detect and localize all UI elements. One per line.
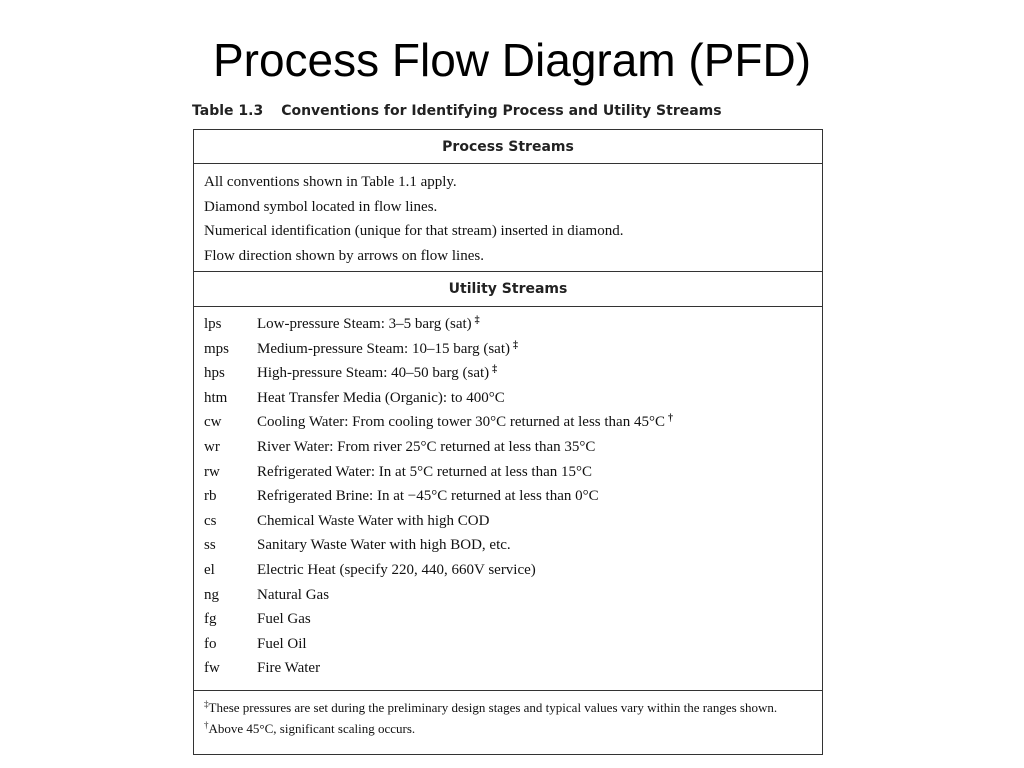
footnote-mark: ‡ xyxy=(204,699,209,709)
utility-code: htm xyxy=(204,389,228,406)
utility-row xyxy=(204,656,822,681)
utility-code: hps xyxy=(204,365,225,382)
utility-code: ss xyxy=(204,537,216,554)
process-line: Numerical identification (unique for that stream) inserted in diamond. xyxy=(204,223,624,239)
utility-row xyxy=(204,337,822,362)
utility-code: ng xyxy=(204,586,219,603)
utility-description: Medium-pressure Steam: 10–15 barg (sat) ‡ xyxy=(257,339,519,357)
utility-row xyxy=(204,435,822,460)
utility-description: Cooling Water: From cooling tower 30°C returned at less than 45°C † xyxy=(257,413,673,431)
utility-code: cs xyxy=(204,512,217,529)
utility-description: Chemical Waste Water with high COD xyxy=(257,512,490,529)
utility-code: fo xyxy=(204,635,217,652)
utility-streams-body xyxy=(194,307,822,691)
utility-code: rb xyxy=(204,488,217,505)
utility-row xyxy=(204,484,822,509)
footnote-mark: ‡ xyxy=(474,315,480,326)
utility-code: mps xyxy=(204,340,230,357)
utility-row xyxy=(204,632,822,657)
process-streams-header: Process Streams xyxy=(194,130,822,164)
utility-description: River Water: From river 25°C returned at less than 35°C xyxy=(257,438,596,455)
footnote-mark: † xyxy=(667,413,673,425)
utility-row xyxy=(204,312,822,337)
utility-row xyxy=(204,361,822,386)
process-streams-body xyxy=(194,164,822,272)
utility-row xyxy=(204,607,822,632)
utility-description: Sanitary Waste Water with high BOD, etc. xyxy=(257,537,511,554)
table-caption-text: Conventions for Identifying Process and Utility Streams xyxy=(281,103,722,119)
utility-row xyxy=(204,509,822,534)
utility-description: Heat Transfer Media (Organic): to 400°C xyxy=(257,389,505,406)
utility-code: rw xyxy=(204,463,220,480)
utility-row xyxy=(204,460,822,485)
conventions-table xyxy=(193,129,823,755)
utility-description: Fire Water xyxy=(257,660,321,677)
utility-description: Natural Gas xyxy=(257,586,330,603)
utility-row xyxy=(204,386,822,411)
utility-streams-header: Utility Streams xyxy=(194,272,822,307)
footnote: †Above 45°C, significant scaling occurs. xyxy=(204,720,416,736)
process-line: Flow direction shown by arrows on flow lines. xyxy=(204,247,484,264)
utility-description: High-pressure Steam: 40–50 barg (sat) ‡ xyxy=(257,364,498,382)
table-caption xyxy=(192,101,722,121)
utility-code: lps xyxy=(204,316,222,332)
utility-description: Fuel Gas xyxy=(257,611,311,628)
utility-row xyxy=(204,558,822,583)
slide-title: Process Flow Diagram (PFD) xyxy=(212,34,812,86)
table-caption-number: Table 1.3 xyxy=(192,103,264,119)
utility-row xyxy=(204,533,822,558)
utility-row xyxy=(204,583,822,608)
utility-description: Refrigerated Brine: In at −45°C returned at less than 0°C xyxy=(257,488,599,505)
utility-description: Fuel Oil xyxy=(257,635,307,652)
utility-code: cw xyxy=(204,414,222,431)
utility-row xyxy=(204,410,822,435)
footnote-mark: ‡ xyxy=(513,339,519,351)
footnote-mark: † xyxy=(204,720,209,730)
table-footnotes xyxy=(194,691,822,737)
utility-description: Refrigerated Water: In at 5°C returned at less than 15°C xyxy=(257,463,592,480)
utility-code: fw xyxy=(204,660,220,677)
footnote: ‡These pressures are set during the preliminary design stages and typical values vary within the ranges shown. xyxy=(204,699,778,715)
utility-code: fg xyxy=(204,611,217,628)
process-line: All conventions shown in Table 1.1 apply. xyxy=(204,174,457,190)
utility-description: Electric Heat (specify 220, 440, 660V service) xyxy=(257,561,536,578)
footnote-mark: ‡ xyxy=(492,364,498,376)
utility-code: wr xyxy=(204,438,220,455)
utility-description: Low-pressure Steam: 3–5 barg (sat) ‡ xyxy=(257,315,480,332)
utility-code: el xyxy=(204,561,215,578)
process-line: Diamond symbol located in flow lines. xyxy=(204,198,438,215)
